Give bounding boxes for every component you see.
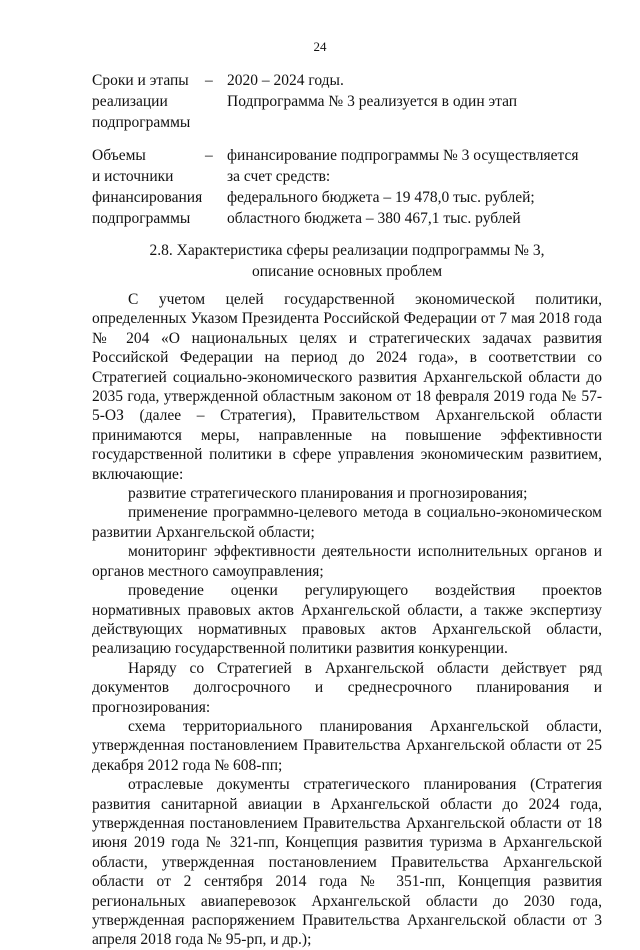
section-heading-line: описание основных проблем (251, 263, 443, 280)
passport-dash: – (205, 147, 213, 164)
section-heading-line: 2.8. Характеристика сферы реализации подпрограммы № 3, (149, 242, 545, 259)
passport-label: Объемы и источники финансирования подпрограммы (92, 147, 203, 227)
paragraph: развитие стратегического планирования и прогнозирования; (128, 485, 528, 503)
paragraph: отраслевые документы стратегического планирования (Стратегия развития санитарной авиации в Архангельской области до 2024 года, утвержденная постановлением Правительства Архангельской области от 18 июня 2019 года № 321-пп, Концепция развития туризма в Архангельской области, утвержденная постановлением Правительства Архангельской области от 2 сентября 2014 года № 351-пп, Концепция развития региональных авиаперевозок Архангельской области до 2030 года, утвержденная распоряжением Правительства Архангельской области от 3 апреля 2018 года № 95-рп, и др.); (92, 776, 602, 949)
page-number: 24 (313, 39, 327, 54)
paragraph: схема территориального планирования Архангельской области, утвержденная постановлением Правительства Архангельской области от 25 декабря 2012 года № 608-пп; (92, 717, 602, 774)
body-text (92, 290, 602, 950)
passport-value-line: областного бюджета – 380 467,1 тыс. рублей (227, 210, 521, 227)
passport-value-line: 2020 – 2024 годы. (227, 72, 344, 89)
passport-value-line: финансирование подпрограммы № 3 осуществляется (227, 147, 579, 164)
paragraph: мониторинг эффективности деятельности исполнительных органов и органов местного самоуправления; (92, 543, 602, 580)
paragraph: проведение оценки регулирующего воздействия проектов нормативных правовых актов Архангельской области, а также экспертизу действующих нормативных правовых актов Архангельской области, реализацию государственной политики развития конкуренции. (92, 582, 602, 658)
paragraph: С учетом целей государственной экономической политики, определенных Указом Президента Российской Федерации от 7 мая 2018 года № 204 «О национальных целях и стратегических задачах развития Российской Федерации на период до 2024 года», в соответствии со Стратегией социально-экономического развития Архангельской области до 2035 года, утвержденной областным законом от 18 февраля 2019 года № 57-5-ОЗ (далее – Стратегия), Правительством Архангельской области принимаются меры, направленные на повышение эффективности государственной политики в сфере управления экономическим развитием, включающие: (92, 291, 602, 483)
passport-values (227, 70, 599, 112)
passport-value-line: Подпрограмма № 3 реализуется в один этап (227, 93, 518, 110)
passport-value-line: за счет средств: (227, 168, 331, 185)
passport-values (227, 145, 599, 229)
passport-value-line: федерального бюджета – 19 478,0 тыс. рублей; (227, 189, 535, 206)
passport-dash: – (205, 72, 213, 89)
section-heading (92, 240, 602, 282)
passport-label: Сроки и этапы реализации подпрограммы (92, 72, 191, 131)
paragraph: Наряду со Стратегией в Архангельской области действует ряд документов долгосрочного и среднесрочного планирования и прогнозирования: (92, 659, 602, 716)
paragraph: применение программно-целевого метода в социально-экономическом развитии Архангельской области; (92, 504, 602, 541)
